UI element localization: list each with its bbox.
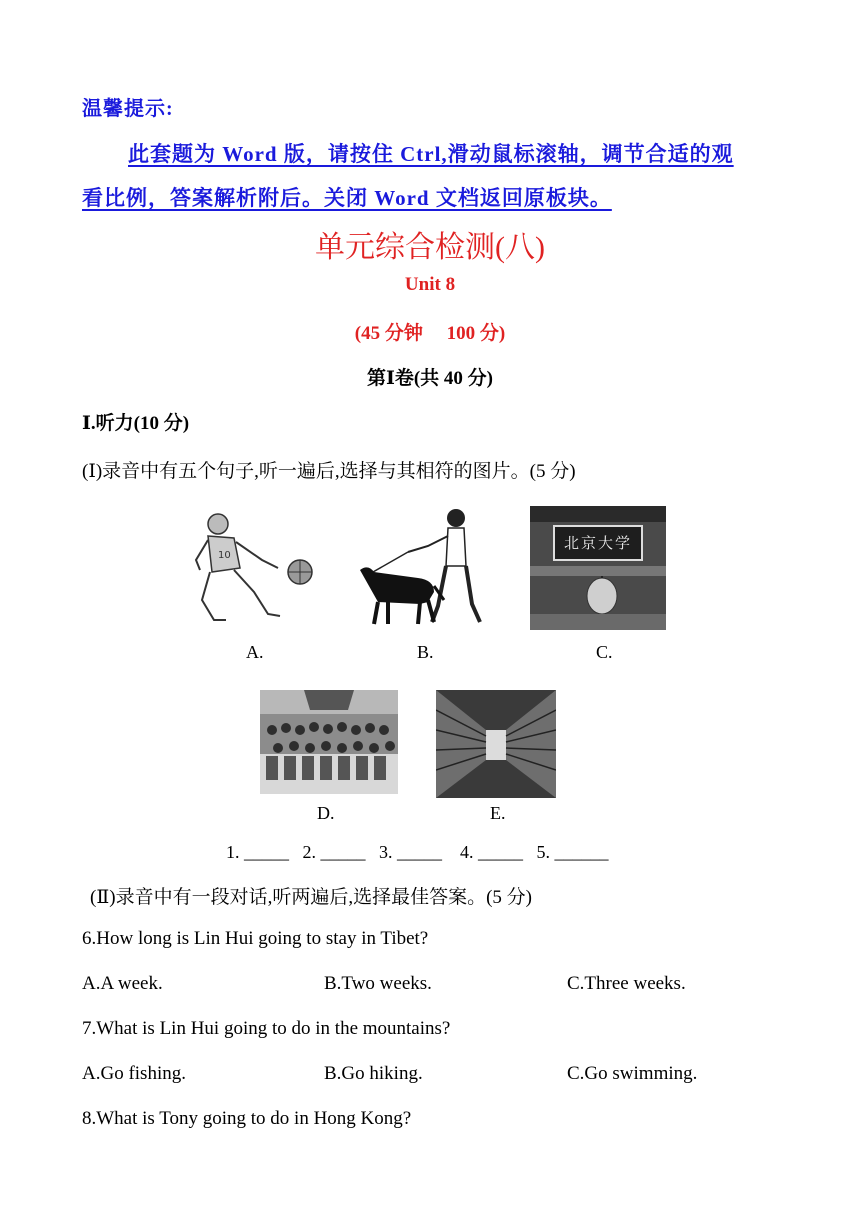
- question-7-option-a[interactable]: A.Go fishing.: [82, 1063, 186, 1084]
- picture-label-b: B.: [417, 642, 434, 662]
- tip-line-2[interactable]: 看比例，答案解析附后。关闭 Word 文档返回原板块。: [82, 186, 612, 210]
- section-title: Ⅰ.听力(10 分): [82, 413, 190, 434]
- question-6: 6.How long is Lin Hui going to stay in Tibet?: [82, 928, 429, 949]
- svg-text:10: 10: [218, 550, 231, 561]
- gate-sign-text: 北京大学: [563, 534, 632, 552]
- question-6-option-a[interactable]: A.A week.: [82, 973, 163, 994]
- question-7: 7.What is Lin Hui going to do in the mountains?: [82, 1018, 451, 1039]
- library-shelves-icon: [436, 690, 556, 798]
- picture-label-a: A.: [246, 642, 264, 662]
- picture-label-d: D.: [317, 803, 335, 823]
- question-6-option-c[interactable]: C.Three weeks.: [567, 973, 686, 994]
- question-6-option-b[interactable]: B.Two weeks.: [324, 973, 432, 994]
- basketball-player-icon: [190, 508, 320, 628]
- page-title: 单元综合检测(八): [315, 231, 545, 264]
- university-gate-icon: [530, 506, 666, 630]
- unit-label: Unit 8: [404, 274, 456, 295]
- dog-walking-icon: [348, 506, 488, 630]
- tip-line-1[interactable]: 此套题为 Word 版，请按住 Ctrl,滑动鼠标滚轴，调节合适的观: [128, 142, 734, 166]
- time-score: (45 分钟 100 分): [354, 323, 506, 344]
- question-7-option-b[interactable]: B.Go hiking.: [324, 1063, 423, 1084]
- picture-label-e: E.: [490, 803, 506, 823]
- question-7-option-c[interactable]: C.Go swimming.: [567, 1063, 698, 1084]
- question-8: 8.What is Tony going to do in Hong Kong?: [82, 1108, 412, 1129]
- answer-blanks[interactable]: 1. _____ 2. _____ 3. _____ 4. _____ 5. ______: [226, 842, 609, 862]
- picture-label-c: C.: [596, 642, 613, 662]
- part-title: 第Ⅰ卷(共 40 分): [366, 368, 494, 389]
- tip-heading: 温馨提示:: [82, 98, 174, 120]
- group-photo-icon: [260, 690, 398, 794]
- listening-instruction-1: (Ⅰ)录音中有五个句子,听一遍后,选择与其相符的图片。(5 分): [82, 461, 576, 482]
- listening-instruction-2: (Ⅱ)录音中有一段对话,听两遍后,选择最佳答案。(5 分): [90, 887, 532, 908]
